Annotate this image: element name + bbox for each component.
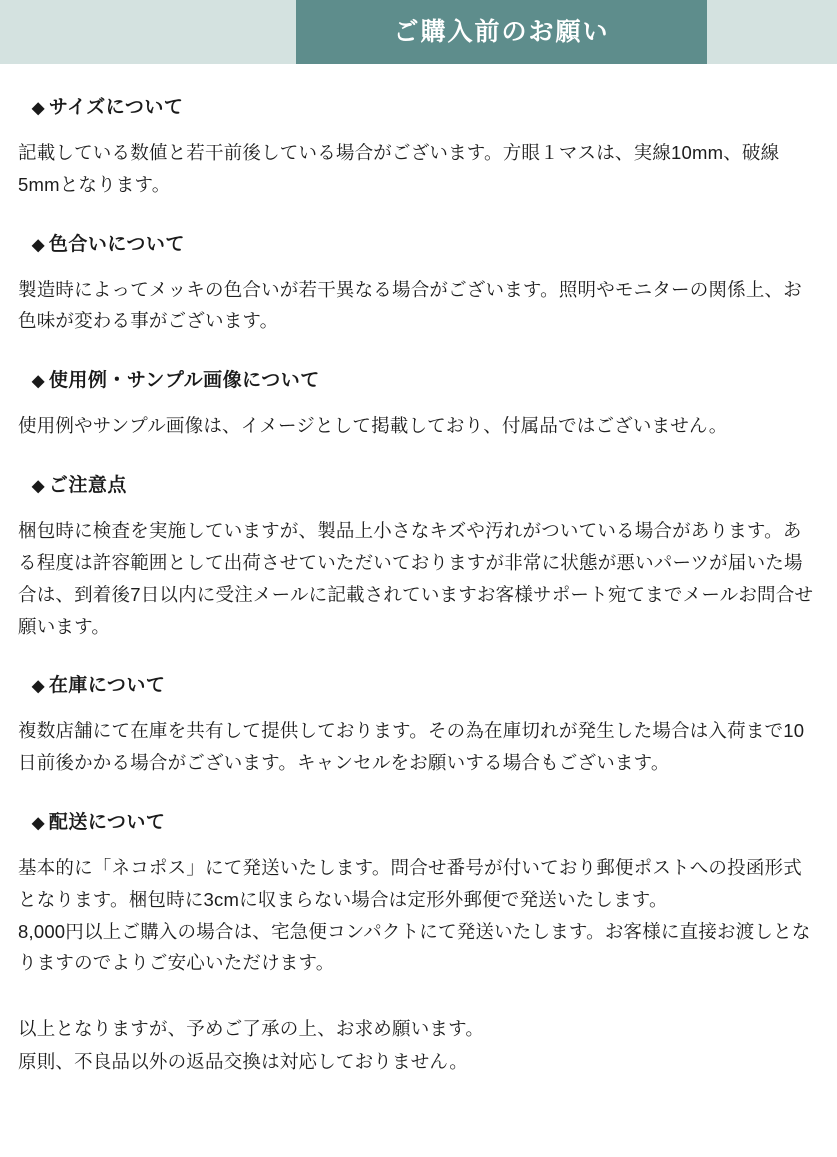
section-heading [18, 807, 819, 834]
diamond-bullet-icon: ◆ [32, 478, 45, 496]
header-right-accent [707, 0, 837, 64]
closing-line: 以上となりますが、予めご了承の上、お求め願います。 [18, 1018, 485, 1040]
section-sample-image [18, 365, 819, 442]
section-heading [18, 365, 819, 392]
diamond-bullet-icon: ◆ [32, 814, 45, 832]
notice-content [0, 64, 837, 1079]
section-heading-label: 色合いについて [48, 233, 185, 255]
section-cautions [18, 470, 819, 642]
section-paragraph: 製造時によってメッキの色合いが若干異なる場合がございます。照明やモニターの関係上、お色味が変わる事がございます。 [18, 278, 802, 332]
section-paragraph: 8,000円以上ご購入の場合は、宅急便コンパクトにて発送いたします。お客様に直接お渡しとなりますのでよりご安心いただけます。 [18, 920, 811, 974]
section-shipping [18, 807, 819, 979]
section-heading [18, 470, 819, 497]
header-title-bar [296, 0, 707, 64]
section-heading-label: 使用例・サンプル画像について [48, 370, 320, 392]
section-paragraph: 使用例やサンプル画像は、イメージとして掲載しており、付属品ではございません。 [18, 415, 728, 437]
section-heading-label: サイズについて [48, 97, 184, 118]
section-heading-label: 配送について [48, 811, 166, 833]
closing-line: 原則、不良品以外の返品交換は対応しておりません。 [18, 1051, 468, 1073]
section-size [18, 92, 819, 201]
header-band [0, 0, 837, 64]
diamond-bullet-icon: ◆ [32, 678, 45, 696]
closing-note [18, 1013, 819, 1079]
section-heading [18, 92, 819, 119]
section-paragraph: 基本的に「ネコポス」にて発送いたします。問合せ番号が付いており郵便ポストへの投函形式となります。梱包時に3cmに収まらない場合は定形外郵便で発送いたします。 [18, 856, 802, 910]
section-paragraph: 複数店舗にて在庫を共有して提供しております。その為在庫切れが発生した場合は入荷まで10日前後かかる場合がございます。キャンセルをお願いする場合もございます。 [18, 720, 805, 774]
section-paragraph: 記載している数値と若干前後している場合がございます。方眼１マスは、実線10mm、破線5mmとなります。 [18, 142, 780, 195]
section-color [18, 229, 819, 338]
section-stock [18, 670, 819, 779]
section-heading-label: ご注意点 [48, 475, 127, 497]
section-paragraph: 梱包時に検査を実施していますが、製品上小さなキズや汚れがついている場合があります。ある程度は許容範囲として出荷させていただいておりますが非常に状態が悪いパーツが届いた場合は、到着後7日以内に受注メールに記載されていますお客様サポート宛てまでメールお問合せ願います。 [18, 520, 814, 637]
section-heading [18, 229, 819, 256]
header-left-accent [0, 0, 296, 64]
page-title: ご購入前のお願い [393, 17, 610, 46]
diamond-bullet-icon: ◆ [32, 100, 45, 117]
diamond-bullet-icon: ◆ [32, 373, 45, 391]
section-heading [18, 670, 819, 697]
diamond-bullet-icon: ◆ [32, 236, 45, 254]
section-heading-label: 在庫について [48, 675, 166, 697]
